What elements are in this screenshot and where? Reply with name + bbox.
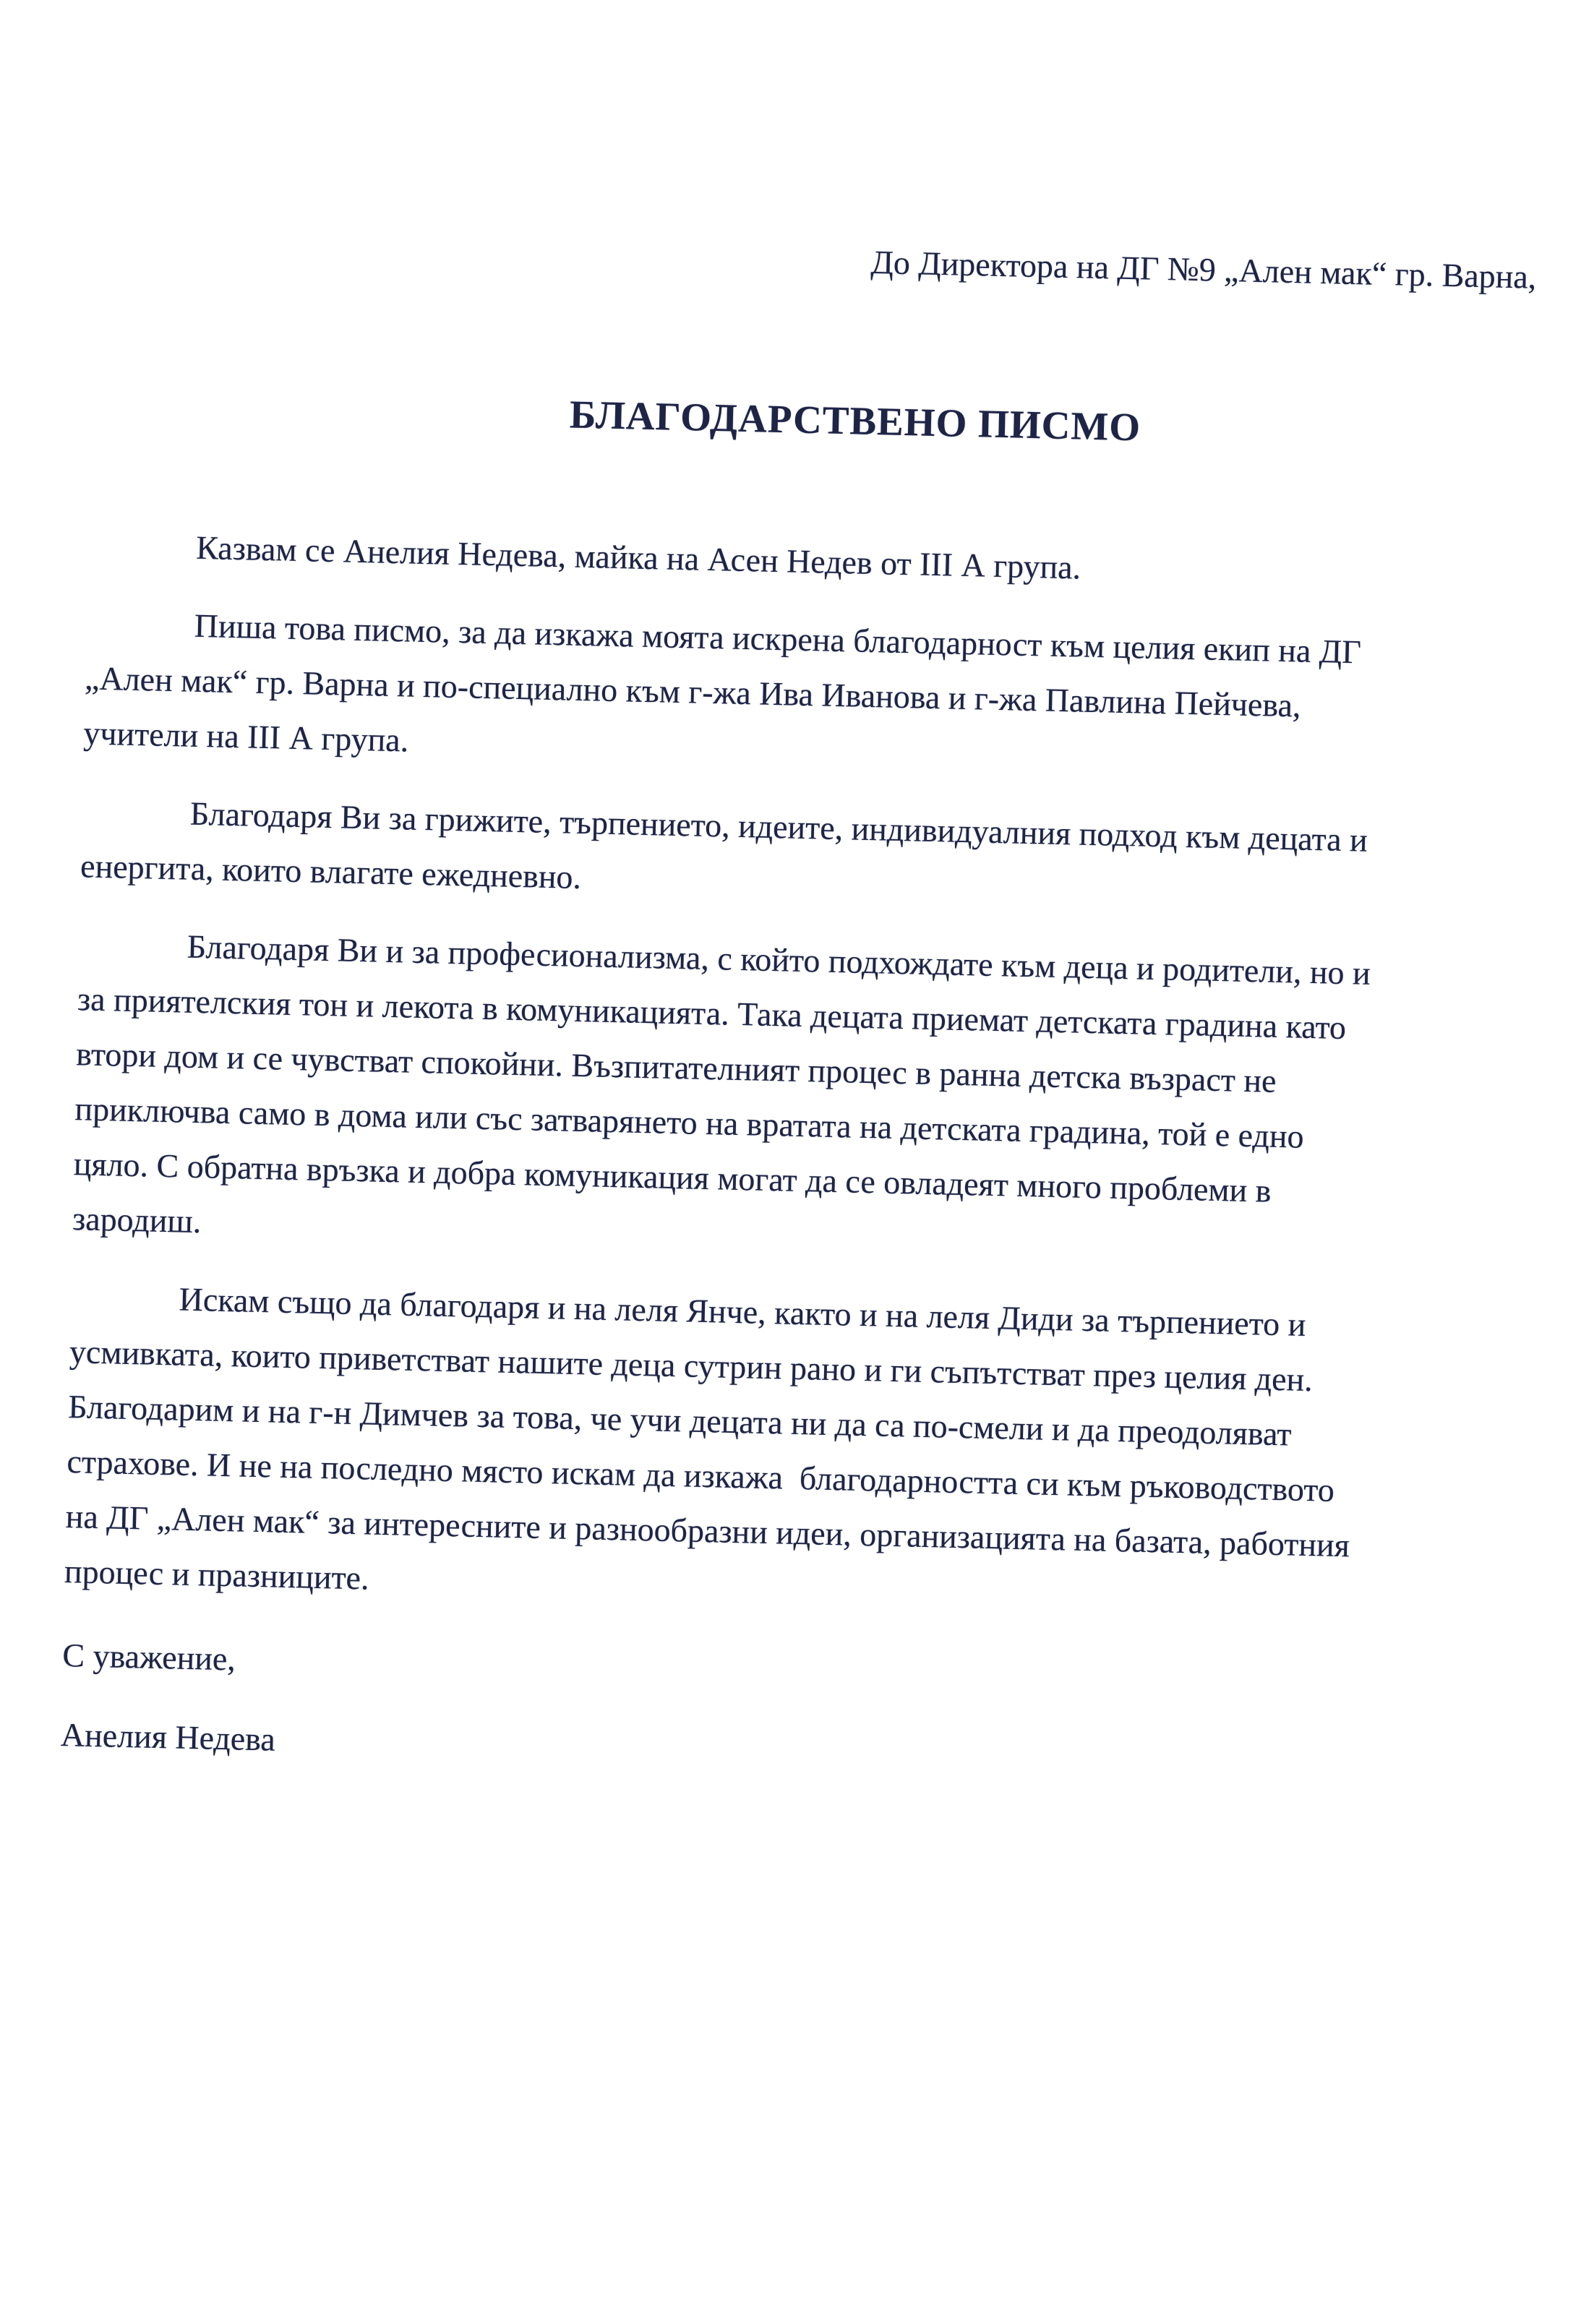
signature-name: Анелия Недева bbox=[60, 1715, 276, 1758]
paragraph-introduction: Казвам се Анелия Недева, майка на Асен Недев от III А група. bbox=[195, 528, 1081, 586]
recipient-line: До Директора на ДГ №9 „Ален мак“ гр. Варна, bbox=[870, 243, 1537, 296]
paragraph-thanks-staff: Искам също да благодаря и на леля Янче, както и на леля Диди за търпението и усмивката, които приветстват нашите деца сутрин рано и ги съпътстват през целия ден. Благодарим и на г-н Димчев за това, че учи децата ни да са по-смели и да преодоляват страхове. И не на последно място искам да изкажа благодарността си към ръководството на ДГ „Ален мак“ за интересните и разнообразни идеи, организацията на базата, работния процес и празниците. bbox=[64, 1280, 1350, 1597]
paragraph-thanks-care: Благодаря Ви за грижите, търпението, идеите, индивидуалния подход към децата и енергита, които влагате ежедневно. bbox=[80, 794, 1368, 896]
closing-salutation: С уважение, bbox=[61, 1636, 236, 1678]
paragraph-thanks-professionalism: Благодаря Ви и за професионализма, с който подхождате към деца и родители, но и за приятелския тон и лекота в комуникацията. Така децата приемат детската градина като втори дом и се чувстват спокойни. Възпитателният процес в ранна детска възраст не приключва само в дома или със затварянето на вратата на детската градина, той е едно цяло. С обратна връзка и добра комуникация могат да се овладеят много проблеми в зародиш. bbox=[72, 927, 1371, 1240]
letter-title: БЛАГОДАРСТВЕНО ПИСМО bbox=[569, 392, 1141, 450]
letter-body bbox=[60, 217, 1537, 1793]
paragraph-purpose: Пиша това писмо, за да изкажа моята искрена благодарност към целия екип на ДГ „Ален мак“ гр. Варна и по-специално към г-жа Ива Иванова и г-жа Павлина Пейчева, учители на III А група. bbox=[82, 606, 1362, 759]
